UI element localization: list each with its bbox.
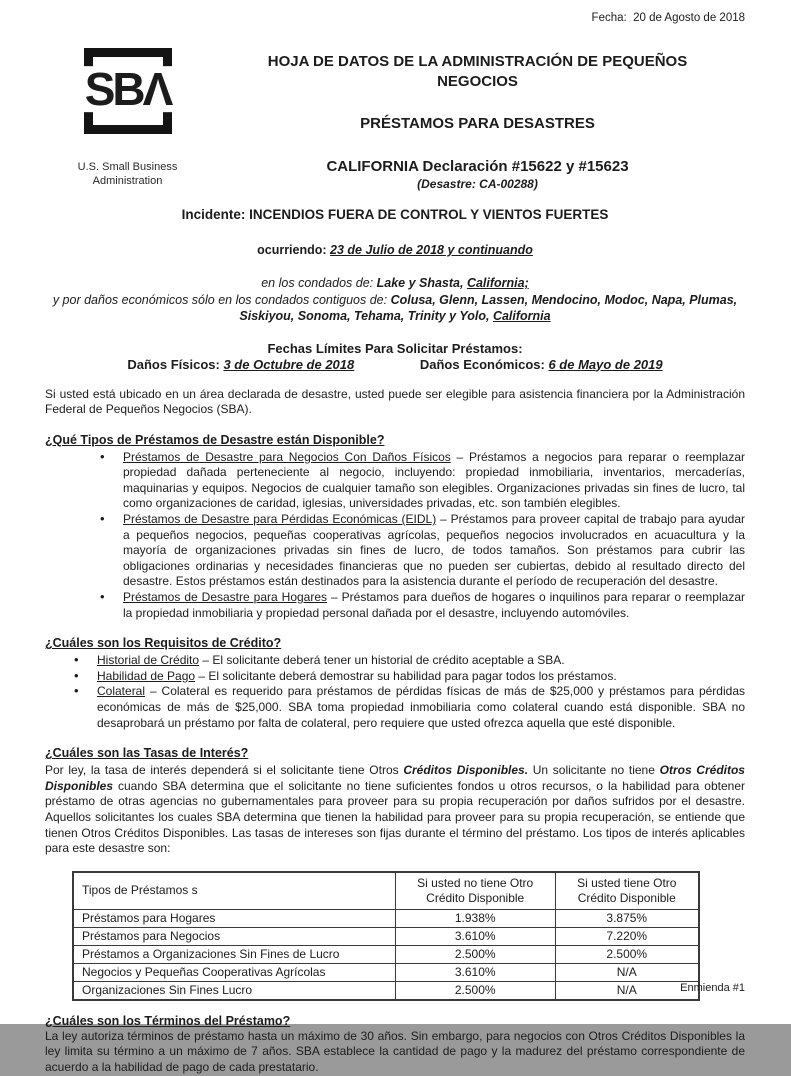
rate-cell: 2.500%	[395, 981, 555, 1000]
economic-deadline	[420, 357, 663, 372]
title-block	[210, 40, 745, 191]
rate-table-header-no-other-credit: Si usted no tiene Otro Crédito Disponible	[395, 872, 555, 910]
interest-rates-paragraph	[45, 763, 745, 857]
rates-text: cuando SBA determina que el solicitante no tiene suficientes fondos u otros recursos, o la habilidad para obtener préstamo de otras agencias no gubernamentales para proveer para su propia recuperación por daños sufridos por el desastre. Aquellos solicitantes los cuales SBA determina que tienen la habilidad para proveer para su propia recuperación, se entiende que tienen Otros Créditos Disponibles. Las tasas de intereses son fijas durante el término del préstamo. Los tipos de interés aplicables para este desastre son:	[45, 778, 745, 856]
counties-block	[45, 275, 745, 325]
incident-line: Incidente: INCENDIOS FUERA DE CONTROL Y VIENTOS FUERTES	[181, 207, 609, 222]
deadlines-heading: Fechas Límites Para Solicitar Préstamos:	[267, 340, 523, 356]
loan-type-cell: Organizaciones Sin Fines Lucro	[73, 981, 395, 1000]
rate-cell: 2.500%	[395, 945, 555, 963]
rate-table-header-other-credit: Si usted tiene Otro Crédito Disponible	[555, 872, 699, 910]
bullet-text: – Préstamos para dueños de hogares o inquilinos para reparar o reemplazar la propiedad inmobiliaria y propiedad personal dañada por el desastre, incluyendo automóviles.	[123, 590, 745, 620]
rate-cell: 3.610%	[395, 927, 555, 945]
occurring-date: 23 de Julio de 2018 y continuando	[330, 243, 533, 257]
interest-rate-table	[72, 871, 700, 1001]
loan-terms-paragraph: La ley autoriza términos de préstamo hasta un máximo de 30 años. Sin embargo, para negocios con Otros Créditos Disponibles la ley limita su término a un máximo de 7 años. SBA establece la cantidad de pago y la madurez del préstamo correspondiente de acuerdo a la habilidad de pago de cada prestatario.	[45, 1028, 745, 1074]
counties-state: California;	[466, 276, 529, 290]
loan-type-cell: Préstamos para Negocios	[73, 927, 395, 945]
sba-logo-caption	[45, 160, 210, 189]
contiguous-label: y por daños económicos sólo en los condados contiguos de:	[52, 292, 388, 307]
document-date: Fecha: 20 de Agosto de 2018	[591, 12, 745, 24]
economic-deadline-date: 6 de Mayo de 2019	[548, 356, 663, 372]
table-row	[73, 927, 699, 945]
loan-type-cell: Préstamos para Hogares	[73, 909, 395, 927]
rate-table-header-loan-type: Tipos de Préstamos s	[73, 872, 395, 910]
section-heading-credit-requirements: ¿Cuáles son los Requisitos de Crédito?	[45, 636, 282, 651]
list-item	[97, 653, 745, 669]
bullet-lead: Préstamos de Desastre para Hogares	[123, 590, 328, 605]
table-row	[73, 963, 699, 981]
physical-deadline-label: Daños Físicos:	[127, 356, 220, 372]
bullet-text: – Préstamos a negocios para reparar o reemplazar propiedad dañada perteneciente al negocio, incluyendo: propiedad inmobiliaria, inventarios, mercaderías, maquinarias y equipos. Negocios de cualquier tamaño son elegibles. Organizaciones privadas sin fines de lucro, tal como organizaciones de caridad, iglesias, universidades privadas, etc. son también elegibles.	[123, 449, 745, 511]
loan-types-list	[45, 450, 745, 622]
rates-text: Por ley, la tasa de interés dependerá si el solicitante tiene Otros	[45, 763, 404, 778]
contiguous-value: Colusa, Glenn, Lassen, Mendocino, Modoc, Napa, Plumas, Siskiyou, Sonoma, Tehama, Trinity y Yolo,	[239, 292, 738, 323]
bullet-text: – Préstamos para proveer capital de trabajo para ayudar a pequeños negocios, pequeñas cooperativas agrícolas, pequeños negocios involucrados en acuacultura y la mayoría de organizaciones privadas sin fines de lucro, de todos tamaños. Son préstamos para cubrir las obligaciones ordinarias y necesidades financieras que no pueden ser cubiertas, debido al resultado directo del desastre. Estos préstamos están destinados para la asistencia durante el período de recuperación del desastre.	[123, 512, 746, 589]
table-row	[73, 945, 699, 963]
occurring-label: ocurriendo:	[257, 243, 327, 257]
loan-type-cell: Negocios y Pequeñas Cooperativas Agrícolas	[73, 963, 395, 981]
section-heading-loan-terms: ¿Cuáles son los Términos del Préstamo?	[45, 1013, 291, 1028]
occurring-line	[45, 243, 745, 257]
contiguous-counties-line	[45, 292, 745, 325]
sba-logo-icon	[84, 48, 172, 134]
rate-cell: N/A	[555, 981, 699, 1000]
table-row	[73, 909, 699, 927]
disaster-code: (Desastre: CA-00288)	[417, 177, 538, 191]
physical-deadline	[127, 357, 354, 372]
declaration-title: CALIFORNIA Declaración #15622 y #15623	[326, 158, 629, 175]
physical-deadline-date: 3 de Octubre de 2018	[223, 356, 355, 372]
page-subtitle: PRÉSTAMOS PARA DESASTRES	[360, 115, 595, 132]
sba-logo-acronym: SBΛ	[81, 66, 175, 112]
counties-label: en los condados de:	[261, 276, 374, 290]
counties-line	[45, 275, 745, 292]
page-title: HOJA DE DATOS DE LA ADMINISTRACIÓN DE PEQUEÑOS NEGOCIOS	[267, 53, 688, 90]
intro-paragraph: Si usted está ubicado en un área declarada de desastre, usted puede ser elegible para asistencia financiera por la Administración Federal de Pequeños Negocios (SBA).	[45, 386, 745, 417]
list-item	[97, 669, 745, 685]
counties-value: Lake y Shasta,	[376, 276, 464, 290]
document-header	[45, 40, 745, 191]
bullet-text: – Colateral es requerido para préstamos de pérdidas físicas de más de $25,000 y préstamos para pérdidas económicas de más de $25,000. SBA toma propiedad inmobiliaria como colateral cuando está disponible. SBA no desaprobará un préstamo por falta de colateral, pero requiere que usted ofrezca aquella que esté disponible.	[97, 684, 745, 730]
bullet-lead: Préstamos de Desastre para Negocios Con Daños Físicos	[123, 449, 451, 464]
list-item	[97, 684, 745, 731]
list-item	[123, 512, 745, 590]
bullet-lead: Colateral	[97, 684, 146, 699]
table-row	[73, 981, 699, 1000]
rate-cell: 1.938%	[395, 909, 555, 927]
sba-logo	[45, 40, 210, 191]
rates-emphasis: Créditos Disponibles.	[403, 763, 529, 778]
rate-cell: 3.875%	[555, 909, 699, 927]
bullet-lead: Habilidad de Pago	[97, 668, 196, 683]
sba-logo-caption-line2: Administration	[92, 175, 163, 188]
contiguous-state: California	[492, 309, 551, 323]
economic-deadline-label: Daños Económicos:	[419, 356, 545, 372]
section-heading-loan-types: ¿Qué Tipos de Préstamos de Desastre están Disponible?	[45, 432, 385, 447]
rates-text: Un solicitante no tiene	[528, 763, 660, 778]
bullet-lead: Préstamos de Desastre para Pérdidas Económicas (EIDL)	[123, 512, 437, 527]
section-heading-interest-rates: ¿Cuáles son las Tasas de Interés?	[45, 746, 249, 761]
bullet-lead: Historial de Crédito	[97, 653, 200, 668]
bullet-text: – El solicitante deberá demostrar su habilidad para pagar todos los préstamos.	[195, 668, 617, 683]
rate-cell: 3.610%	[395, 963, 555, 981]
rate-cell: 2.500%	[555, 945, 699, 963]
loan-type-cell: Préstamos a Organizaciones Sin Fines de Lucro	[73, 945, 395, 963]
amendment-note: Enmienda #1	[680, 982, 745, 994]
rates-emphasis: Otros Créditos Disponibles	[45, 763, 745, 793]
bullet-text: – El solicitante deberá tener un historial de crédito aceptable a SBA.	[199, 653, 565, 668]
sba-logo-caption-line1: U.S. Small Business	[77, 161, 178, 173]
deadlines-line	[45, 357, 745, 372]
credit-requirements-list	[45, 653, 745, 731]
rate-cell: 7.220%	[555, 927, 699, 945]
list-item	[123, 590, 745, 621]
table-header-row	[73, 872, 699, 910]
rate-cell: N/A	[555, 963, 699, 981]
list-item	[123, 450, 745, 512]
